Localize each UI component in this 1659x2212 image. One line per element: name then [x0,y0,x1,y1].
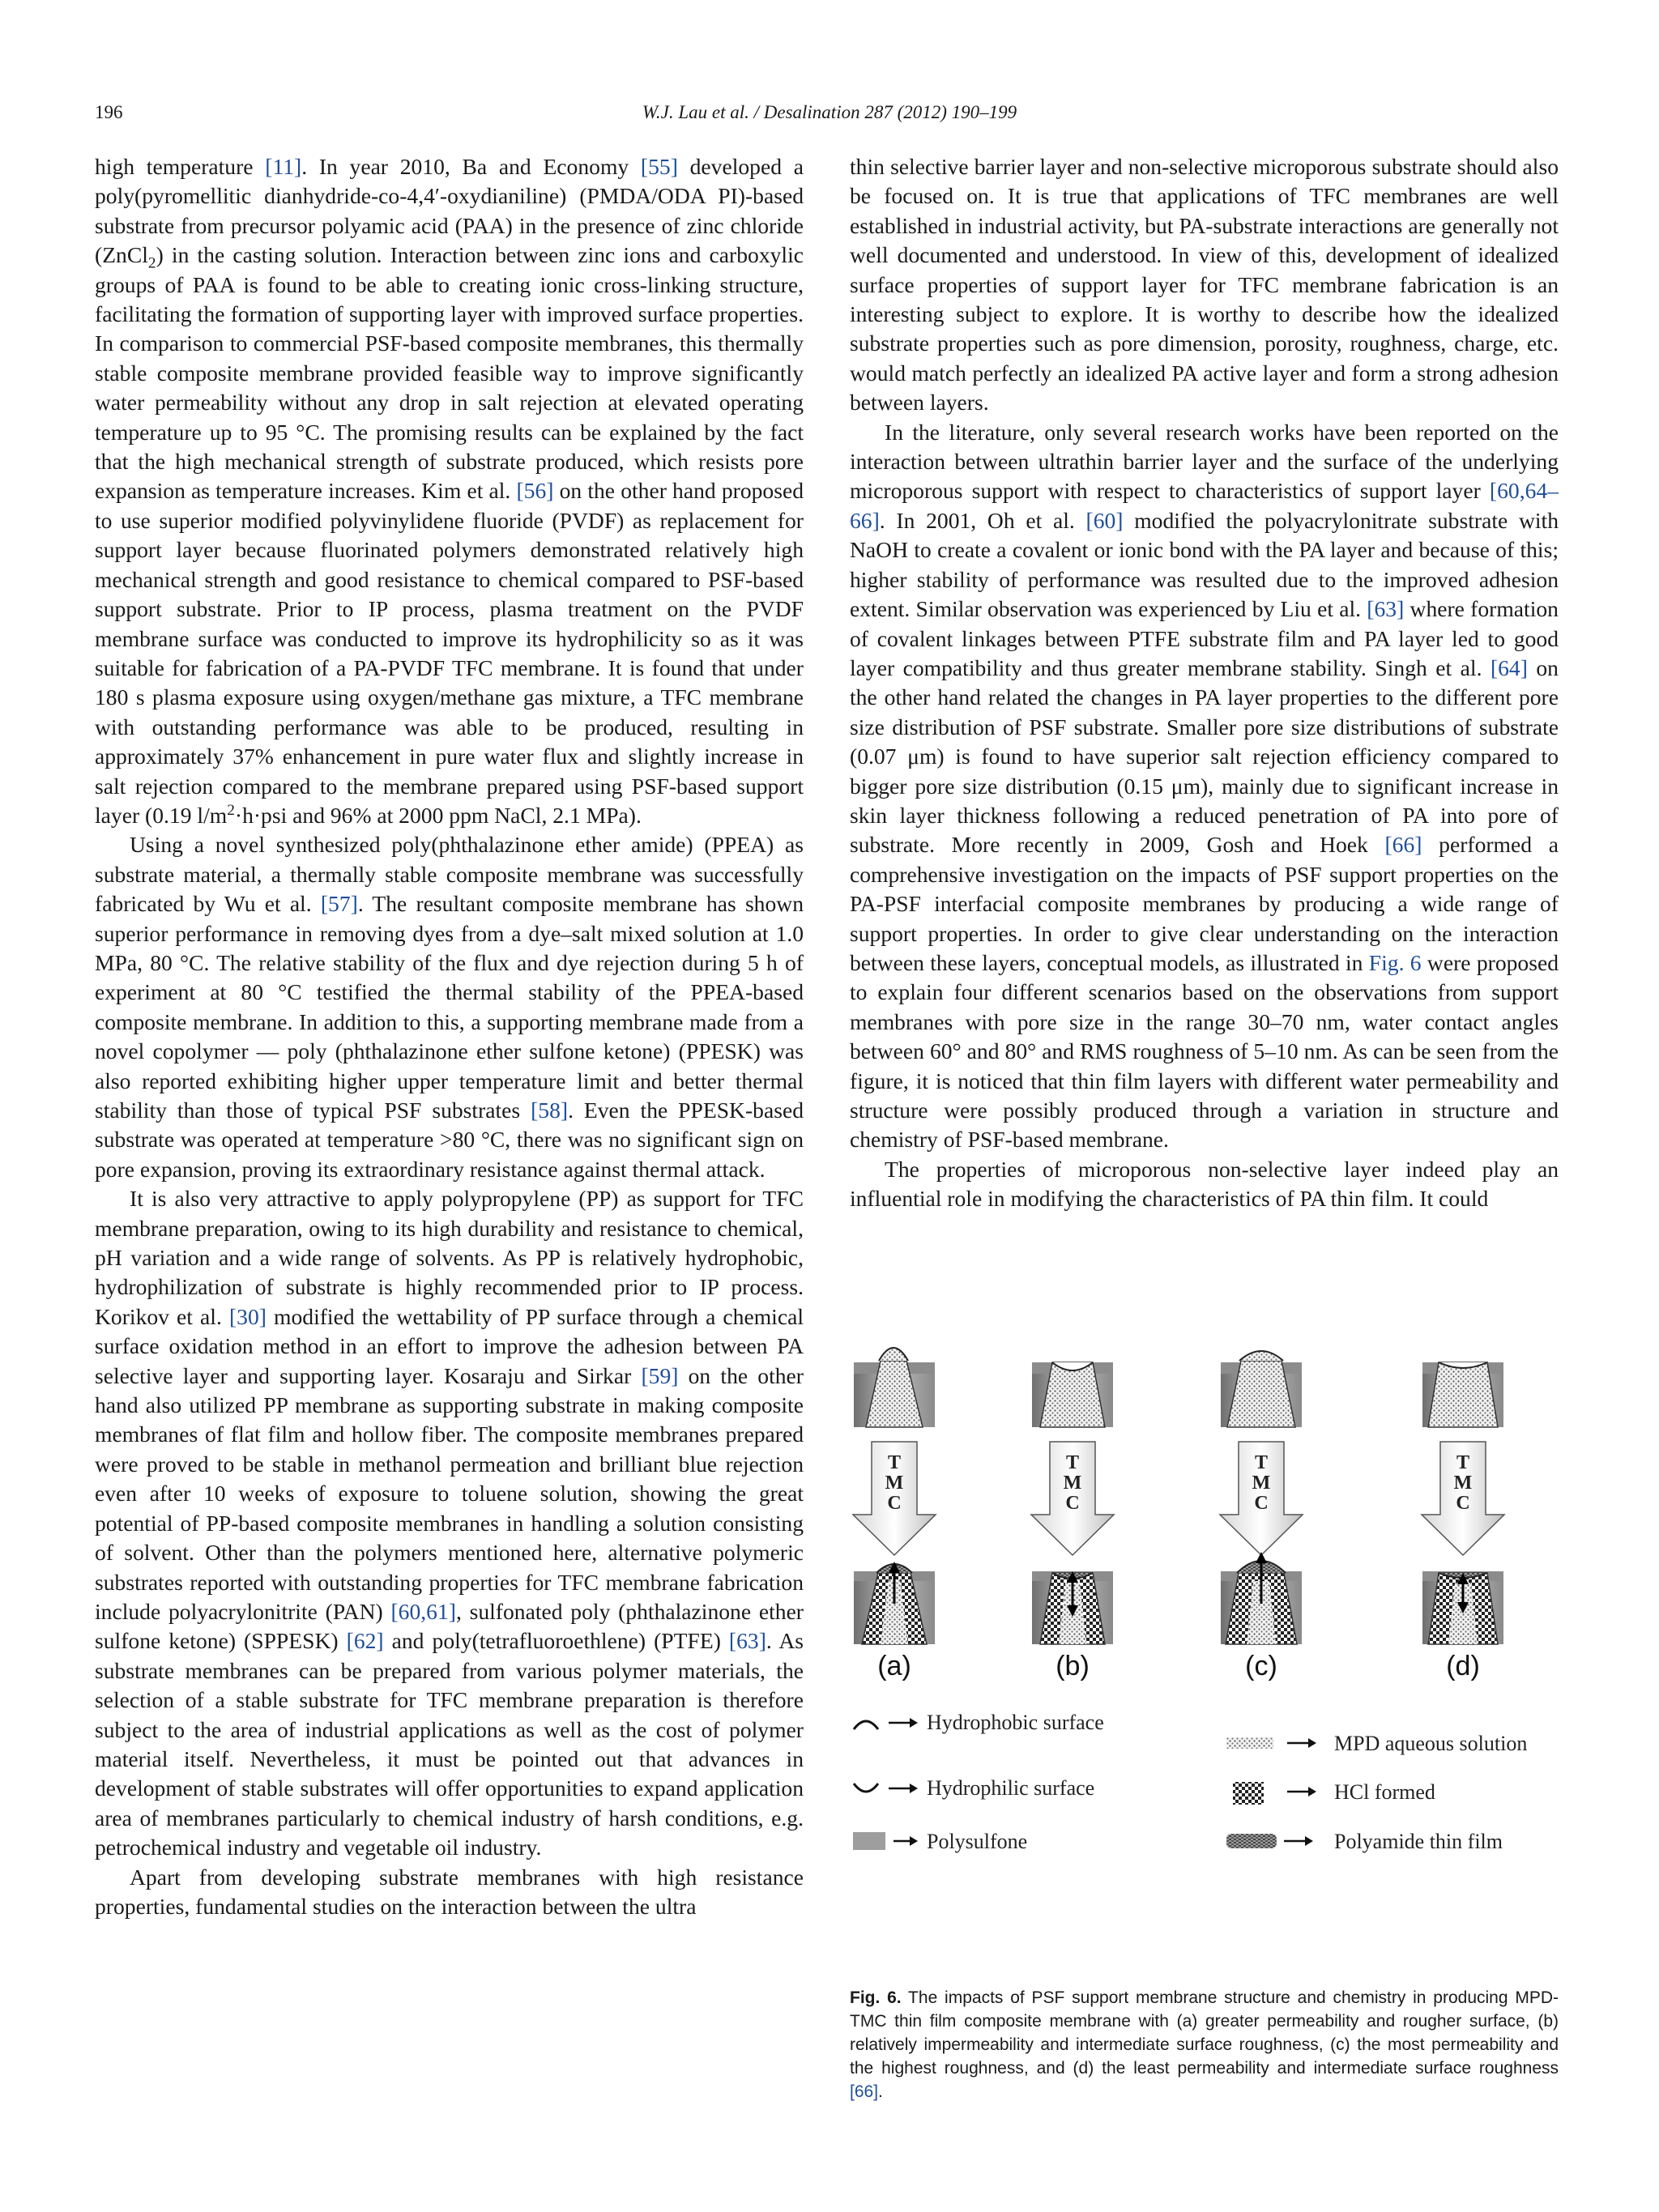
citation-link[interactable]: [30] [228,1303,267,1329]
arrow-letter: M [885,1473,904,1494]
legend-hydrophobic [854,1711,1104,1734]
tmc-arrow [853,1442,936,1555]
tmc-arrow [1422,1442,1504,1555]
arrow-letter: M [1252,1473,1271,1494]
arrow-letter: M [1453,1473,1473,1494]
svg-text:HCl formed: HCl formed [1334,1780,1435,1804]
legend-mpd [1226,1732,1527,1755]
arrow-letter: C [887,1493,902,1514]
membrane-after [854,1562,935,1644]
subscript: 2 [147,254,156,272]
citation-link[interactable]: [63] [728,1628,766,1654]
svg-text:Polyamide thin film: Polyamide thin film [1334,1830,1503,1853]
citation-link[interactable]: [55] [640,154,678,179]
tmc-arrow [1031,1442,1114,1555]
paragraph [850,152,1559,418]
citation-link[interactable]: [60,64–66] [850,478,1559,533]
right-column [850,152,1559,1214]
citation-link[interactable]: [62] [346,1628,384,1654]
paragraph [95,152,804,830]
text-run: where formation of covalent linkages between PTFE substrate film and PA layer led to good layer compatibility and thus greater membrane stability. Singh et al. [850,596,1559,680]
svg-text:MPD aqueous solution: MPD aqueous solution [1334,1732,1528,1755]
text-run: Using a novel synthesized poly(phthalazinone ether amide) (PPEA) as substrate material, a thermally stable composite membrane was successfully fabricated by Wu et al. [95,832,804,917]
mpd-swatch-icon [1226,1737,1273,1749]
panel-label: (a) [877,1651,911,1681]
membrane-before [1221,1351,1302,1427]
legend-polyamide [1226,1830,1503,1853]
membrane-before [1032,1362,1113,1427]
text-run: modified the polyacrylonitrate substrate with NaOH to create a covalent or ionic bond with the PA layer and because of this; higher stability of performance was resulted due to the improved adhesion extent. Similar observation was experienced by Liu et al. [850,507,1559,622]
text-run: modified the wettability of PP surface through a chemical surface oxidation method in an effort to improve the adhesion between PA selective layer and supporting layer. Kosaraju and Sirkar [95,1303,804,1388]
text-run: on the other hand also utilized PP membrane as supporting substrate in making composite membranes of flat film and hollow fiber. The composite membranes prepared were proved to be stable in methanol permeation and brilliant blue rejection even after 10 weeks of exposure to toluene solution, showing the great potential of PP-based composite membranes in handling a solution consisting of solvent. Other than the polymers mentioned here, alternative polymeric substrates reported with outstanding properties for TFC membrane fabrication include polyacrylonitrite (PAN) [95,1362,804,1624]
svg-text:Hydrophilic surface: Hydrophilic surface [927,1776,1095,1800]
page-number: 196 [95,102,123,122]
panel-label: (b) [1056,1651,1090,1681]
panel-label: (d) [1446,1651,1480,1681]
citation-link[interactable]: [63] [1367,596,1405,622]
text-run: were proposed to explain four different scenarios based on the observations from support membranes with pore size in the range 30–70 nm, water contact angles between 60° and 80° and RMS roughness of 5–10 nm. As can be seen from the figure, it is noticed that thin film layers with different water permeability and structure were possibly produced through a variation in structure and chemistry of PSF-based membrane. [850,949,1559,1153]
membrane-after [1221,1552,1302,1644]
panel-d [1422,1362,1504,1681]
tmc-arrow [1220,1442,1303,1555]
citation-link[interactable]: [64] [1490,654,1528,680]
arrow-letter: T [887,1452,902,1473]
text-run: ) in the casting solution. Interaction between zinc ions and carboxylic groups of PAA is found to be able to creating ionic cross-linking structure, facilitating the formation of supporting layer with improved surface properties. In comparison to commercial PSF-based composite membranes, this thermally stable composite membrane provided feasible way to improve significantly water permeability without any drop in salt rejection at elevated operating temperature up to 95 °C. The promising results can be explained by the fact that the high mechanical strength of substrate produced, which resists pore expansion as temperature increases. Kim et al. [95,242,804,504]
legend-hcl [1233,1780,1435,1805]
legend-polysulfone [853,1830,1027,1853]
superscript: 2 [227,801,235,819]
citation-link[interactable]: [60,61] [390,1598,456,1624]
polyamide-swatch-icon [1226,1834,1277,1848]
text-run: . The resultant composite membrane has shown superior performance in removing dyes from a dye–salt mixed solution at 1.0 MPa, 80 °C. The relative stability of the flux and dye rejection during 5 h of experiment at 80 °C testified the thermal stability of the PPEA-based composite membrane. In addition to this, a supporting membrane made from a novel copolymer — poly (phthalazinone ether sulfone ketone) (PPESK) was also reported exhibiting higher upper temperature limit and better thermal stability than those of typical PSF substrates [95,891,804,1123]
text-run: , sulfonated poly (phthalazinone ether sulfone ketone) (SPPESK) [95,1598,804,1654]
figure-link[interactable]: Fig. 6 [1368,949,1422,975]
arrow-letter: M [1063,1473,1082,1494]
svg-text:Hydrophobic surface: Hydrophobic surface [927,1711,1104,1734]
text-run: and poly(tetrafluoroethlene) (PTFE) [383,1628,729,1654]
membrane-before [854,1348,935,1427]
panel-label: (c) [1245,1651,1277,1681]
citation-link[interactable]: [56] [516,478,554,504]
figure-6-diagram [850,1336,1563,1976]
paragraph [95,830,804,1184]
left-column [95,152,804,1921]
text-run: Apart from developing substrate membranes with high resistance properties, fundamental studies on the interaction between the ultra [95,1864,804,1919]
membrane-after [1422,1571,1503,1644]
text-run: ·h·psi and 96% at 2000 ppm NaCl, 2.1 MPa). [234,802,642,828]
panel-c [1220,1351,1303,1681]
text-run: . In 2001, Oh et al. [879,507,1086,533]
page-header [0,102,1659,130]
text-run: . Even the PPESK-based substrate was operated at temperature >80 °C, there was no significant sign on pore expansion, proving its extraordinary resistance against thermal attack. [95,1097,804,1182]
legend-hydrophilic [854,1776,1094,1800]
arrow-letter: C [1065,1493,1080,1514]
svg-text:Polysulfone: Polysulfone [927,1830,1028,1853]
text-run: developed a poly(pyromellitic dianhydride-co-4,4′-oxydianiline) (PMDA/ODA PI)-based substrate from precursor polyamic acid (PAA) in the presence of zinc chloride (ZnCl [95,154,804,268]
text-run: on the other hand related the changes in PA layer properties to the different pore size distribution of PSF substrate. Smaller pore size distributions of substrate (0.07 μm) is found to have superior salt rejection efficiency compared to bigger pore size distribution (0.15 μm), mainly due to significant increase in skin layer thickness following a reduced penetration of PA into pore of substrate. More recently in 2009, Gosh and Hoek [850,654,1559,858]
text-run: high temperature [95,154,266,179]
text-run: The properties of microporous non-selective layer indeed play an influential role in modifying the characteristics of PA thin film. It could [850,1156,1559,1212]
figure-legend [853,1711,1527,1853]
running-head: W.J. Lau et al. / Desalination 287 (2012) 190–199 [642,102,1017,122]
caption-end: . [878,2082,883,2101]
arrow-letter: T [1456,1452,1470,1473]
text-run: thin selective barrier layer and non-selective microporous substrate should also be focused on. It is true that applications of TFC membranes are well established in industrial activity, but PA-substrate interactions are generally not well documented and understood. In view of this, development of idealized surface properties of support layer for TFC membrane fabrication is an interesting subject to explore. It is worthy to describe how the idealized substrate properties such as pore dimension, porosity, roughness, charge, etc. would match perfectly an idealized PA active layer and form a strong adhesion between layers. [850,154,1559,416]
figure-6 [850,1336,1563,1976]
panel-a [853,1348,936,1681]
text-run: . As substrate membranes can be prepared from various polymer materials, the selection of a stable substrate for TFC membrane preparation is therefore subject to the area of industrial applications as well as the cost of polymer material itself. Nevertheless, it must be pointed out that advances in development of stable substrates will offer opportunities to expand application area of membranes particularly to chemical industry of harsh conditions, e.g. petrochemical industry and vegetable oil industry. [95,1628,804,1860]
arrow-letter: C [1254,1493,1269,1514]
panel-b [1031,1362,1114,1681]
text-run: on the other hand proposed to use superior modified polyvinylidene fluoride (PVDF) as replacement for support layer because fluorinated polymers demonstrated relatively high mechanical strength and good resistance to chemical compared to PSF-based support substrate. Prior to IP process, plasma treatment on the PVDF membrane surface was conducted to improve its hydrophilicity so as it was suitable for fabrication of a PA-PVDF TFC membrane. It is found that under 180 s plasma exposure using oxygen/methane gas mixture, a TFC membrane with outstanding performance was able to be produced, resulting in approximately 37% enhancement in pure water flux and slightly increase in salt rejection compared to the membrane prepared using PSF-based support layer (0.19 l/m [95,478,804,828]
hydrophilic-surface-icon [854,1784,878,1792]
figure-label: Fig. 6. [850,1988,902,2007]
arrow-letter: T [1065,1452,1080,1473]
figure-caption [850,1986,1559,2103]
text-run: In the literature, only several research works have been reported on the interaction between ultrathin barrier layer and the surface of the underlying microporous support with respect to characteristics of support layer [850,419,1559,504]
paragraph [95,1184,804,1862]
paragraph [850,1155,1559,1214]
membrane-after [1032,1571,1113,1644]
citation-link[interactable]: [11] [265,154,302,179]
hydrophobic-surface-icon [854,1721,878,1729]
citation-link[interactable]: [58] [531,1097,569,1123]
caption-text: The impacts of PSF support membrane structure and chemistry in producing MPD-TMC thin film composite membrane with (a) greater permeability and rougher surface, (b) relatively impermeability and intermediate surface roughness, (c) the most permeability and the highest roughness, and (d) the least permeability and intermediate surface roughness [850,1988,1559,2078]
paragraph [850,418,1559,1155]
membrane-before [1422,1362,1503,1427]
polysulfone-swatch-icon [853,1832,885,1850]
text-run: . In year 2010, Ba and Economy [301,154,641,179]
paragraph [95,1863,804,1922]
arrow-letter: T [1254,1452,1269,1473]
text-run: performed a comprehensive investigation on the impacts of PSF support properties on the PA-PSF interfacial composite membranes by producing a wide range of support properties. In order to give clear understanding on the interaction between these layers, conceptual models, as illustrated in [850,832,1559,975]
citation-link[interactable]: [59] [641,1362,679,1388]
citation-link[interactable]: [66] [1384,832,1422,858]
citation-link[interactable]: [66] [850,2082,879,2101]
citation-link[interactable]: [60] [1085,507,1124,533]
citation-link[interactable]: [57] [320,891,358,917]
hcl-swatch-icon [1233,1782,1264,1805]
text-run: It is also very attractive to apply polypropylene (PP) as support for TFC membrane preparation, owing to its high durability and resistance to chemical, pH variation and a wide range of solvents. As PP is relatively hydrophobic, hydrophilization of substrate is highly recommended prior to IP process. Korikov et al. [95,1186,804,1329]
arrow-letter: C [1456,1493,1470,1514]
